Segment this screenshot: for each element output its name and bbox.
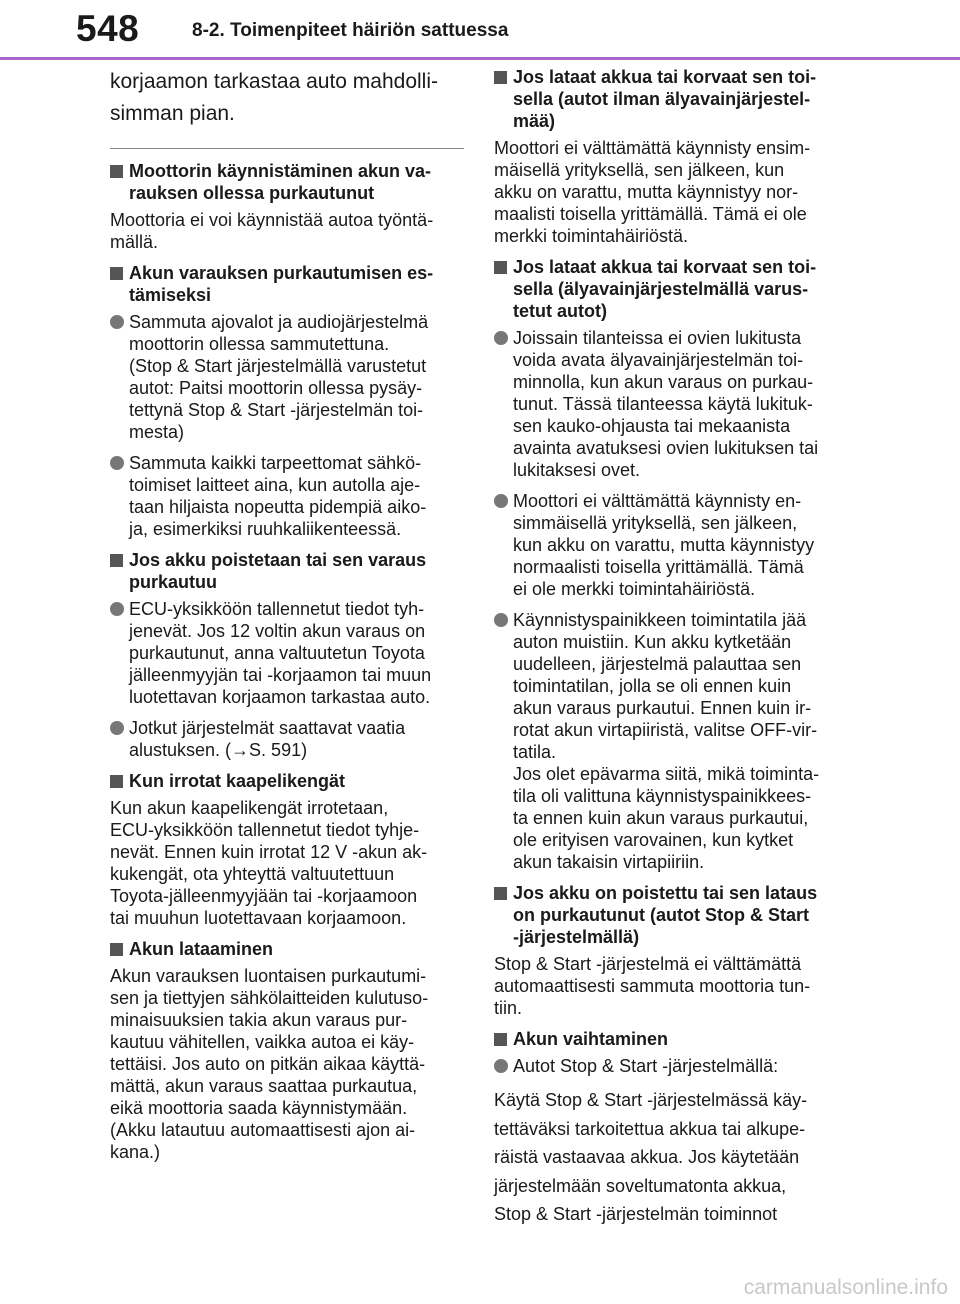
text-line: lukitaksesi ovet. xyxy=(513,460,641,480)
text-line: akku on varattu, mutta käynnistyy nor- xyxy=(494,182,799,202)
text-line: Jos olet epävarma siitä, mikä toiminta- xyxy=(513,764,820,784)
text-line: rauksen ollessa purkautunut xyxy=(129,183,375,203)
paragraph xyxy=(110,209,464,253)
text-line: ta ennen kuin akun varaus purkautui, xyxy=(513,808,809,828)
text-line: luotettavan korjaamon tarkastaa auto. xyxy=(129,687,431,707)
paragraph xyxy=(494,1086,852,1229)
text-line: -järjestelmällä) xyxy=(513,927,640,947)
square-bullet-icon xyxy=(494,261,507,274)
text-line: mää) xyxy=(513,111,556,131)
paragraph xyxy=(494,953,852,1019)
heading-prevent-discharge xyxy=(110,262,464,306)
left-column xyxy=(110,66,464,1172)
text-line: minaisuuksien takia akun varaus pur- xyxy=(110,1010,408,1030)
header-rule xyxy=(0,57,960,60)
text-line: kautuu vähitellen, vaikka autoa ei käy- xyxy=(110,1032,415,1052)
text-line: Autot Stop & Start -järjestelmällä: xyxy=(513,1056,779,1076)
text-line: automaattisesti sammuta moottoria tun- xyxy=(494,976,811,996)
text-line: Akun lataaminen xyxy=(129,939,274,959)
square-bullet-icon xyxy=(110,165,123,178)
text-line: purkautuu xyxy=(129,572,217,592)
text-line: tämiseksi xyxy=(129,285,212,305)
heading-stop-start xyxy=(494,882,852,948)
paragraph xyxy=(110,797,464,929)
text-line: toimintatilan, jolla se oli ennen kuin xyxy=(513,676,792,696)
text-line: nevät. Ennen kuin irrotat 12 V -akun ak- xyxy=(110,842,428,862)
text-line: Kun irrotat kaapelikengät xyxy=(129,771,346,791)
text-line: rotat akun virtapiiristä, valitse OFF-vir- xyxy=(513,720,818,740)
text-line: merkki toimintahäiriöstä. xyxy=(494,226,689,246)
text-line: sella (älyavainjärjestelmällä varus- xyxy=(513,279,809,299)
text-line: simman pian. xyxy=(110,102,235,125)
text-line: mesta) xyxy=(129,422,185,442)
text-line: sen kauko-ohjausta tai mekaanista xyxy=(513,416,791,436)
text-line: Sammuta ajovalot ja audiojärjestelmä xyxy=(129,312,429,332)
text-line: Akun varauksen luontaisen purkautumi- xyxy=(110,966,427,986)
text-line: mättä, akun varaus saattaa purkautua, xyxy=(110,1076,418,1096)
bullet-item xyxy=(494,490,852,600)
text-line: taan hiljaista nopeutta pidempiä aiko- xyxy=(129,497,427,517)
text-line: maalisti toisella yrittämällä. Tämä ei ole xyxy=(494,204,807,224)
square-bullet-icon xyxy=(494,1033,507,1046)
text-line: räistä vastaavaa akkua. Jos käytetään xyxy=(494,1147,800,1167)
text-line: tetut autot) xyxy=(513,301,607,321)
square-bullet-icon xyxy=(494,71,507,84)
heading-disconnect-terminals xyxy=(110,770,464,792)
text-line: (Akku latautuu automaattisesti ajon ai- xyxy=(110,1120,416,1140)
page-header xyxy=(0,0,960,60)
section-title: 8-2. Toimenpiteet häiriön sattuessa xyxy=(192,20,509,41)
text-line: sen ja tiettyjen sähkölaitteiden kulutuso- xyxy=(110,988,429,1008)
text-line: avainta avatuksesi ovien lukituksen tai xyxy=(513,438,819,458)
text-line: mäisellä yrityksellä, sen jälkeen, kun xyxy=(494,160,785,180)
round-bullet-icon xyxy=(110,602,124,616)
text-line: Sammuta kaikki tarpeettomat sähkö- xyxy=(129,453,422,473)
intro-text xyxy=(110,66,464,130)
bullet-item xyxy=(110,598,464,708)
text-line: Moottori ei välttämättä käynnisty ensim- xyxy=(494,138,811,158)
text-line: sella (autot ilman älyavainjärjestel- xyxy=(513,89,811,109)
text-line: uudelleen, järjestelmä palauttaa sen xyxy=(513,654,802,674)
text-line: akun varaus purkautui. Ennen kuin ir- xyxy=(513,698,812,718)
heading-charging-smart-key xyxy=(494,256,852,322)
text-line: jenevät. Jos 12 voltin akun varaus on xyxy=(129,621,426,641)
text-line: Kun akun kaapelikengät irrotetaan, xyxy=(110,798,389,818)
heading-engine-start xyxy=(110,160,464,204)
paragraph xyxy=(494,137,852,247)
heading-charging-no-smart-key xyxy=(494,66,852,132)
text-line: ECU-yksikköön tallennetut tiedot tyhje- xyxy=(110,820,420,840)
text-line: mällä. xyxy=(110,232,159,252)
text-line: Käynnistyspainikkeen toimintatila jää xyxy=(513,610,807,630)
text-line: eikä moottoria saada käynnistymään. xyxy=(110,1098,408,1118)
text-line: tila oli valittuna käynnistyspainikkees- xyxy=(513,786,812,806)
bullet-item xyxy=(494,327,852,481)
round-bullet-icon xyxy=(494,494,508,508)
round-bullet-icon xyxy=(110,721,124,735)
text-line: voida avata älyavainjärjestelmän toi- xyxy=(513,350,804,370)
text-line: ECU-yksikköön tallennetut tiedot tyh- xyxy=(129,599,425,619)
text-line: Akun varauksen purkautumisen es- xyxy=(129,263,434,283)
text-line: ole erityisen varovainen, kun kytket xyxy=(513,830,794,850)
text-line: Jos akku on poistettu tai sen lataus xyxy=(513,883,818,903)
text-line: akun takaisin virtapiiriin. xyxy=(513,852,705,872)
text-line: Jos lataat akkua tai korvaat sen toi- xyxy=(513,257,817,277)
text-line: normaalisti toisella yrittämällä. Tämä xyxy=(513,557,804,577)
right-column xyxy=(494,66,852,1229)
text-line: korjaamon tarkastaa auto mahdolli- xyxy=(110,70,439,93)
square-bullet-icon xyxy=(110,943,123,956)
text-line: tai muuhun luotettavaan korjaamoon. xyxy=(110,908,407,928)
text-line: Jos lataat akkua tai korvaat sen toi- xyxy=(513,67,817,87)
text-line: Akun vaihtaminen xyxy=(513,1029,669,1049)
square-bullet-icon xyxy=(110,267,123,280)
text-line: tunut. Tässä tilanteessa käytä lukituk- xyxy=(513,394,813,414)
round-bullet-icon xyxy=(110,456,124,470)
text-line: (Stop & Start järjestelmällä varustetut xyxy=(129,356,427,376)
text-line: minnolla, kun akun varaus on purkau- xyxy=(513,372,814,392)
text-line: Moottorin käynnistäminen akun va- xyxy=(129,161,432,181)
text-line: purkautunut, anna valtuutetun Toyota xyxy=(129,643,425,663)
text-line: simmäisellä yrityksellä, sen jälkeen, xyxy=(513,513,798,533)
round-bullet-icon xyxy=(494,613,508,627)
round-bullet-icon xyxy=(494,331,508,345)
text-line: ja, esimerkiksi ruuhkaliikenteessä. xyxy=(129,519,402,539)
text-line: Stop & Start -järjestelmän toiminnot xyxy=(494,1204,778,1224)
text-line: Stop & Start -järjestelmä ei välttämättä xyxy=(494,954,802,974)
text-line: järjestelmään soveltumatonta akkua, xyxy=(494,1175,787,1196)
text-line: tatila. xyxy=(513,742,557,762)
bullet-item xyxy=(110,452,464,540)
bullet-item xyxy=(110,311,464,443)
round-bullet-icon xyxy=(494,1059,508,1073)
text-line: Joissain tilanteissa ei ovien lukitusta xyxy=(513,328,802,348)
text-line: Moottoria ei voi käynnistää autoa työntä- xyxy=(110,210,434,230)
heading-charging xyxy=(110,938,464,960)
text-line: on purkautunut (autot Stop & Start xyxy=(513,905,809,925)
square-bullet-icon xyxy=(110,554,123,567)
page-number: 548 xyxy=(76,8,140,49)
text-line: moottorin ollessa sammutettuna. xyxy=(129,334,390,354)
text-line: tettäväksi tarkoitettua akkua tai alkupe- xyxy=(494,1118,806,1139)
text-line: kun akku on varattu, mutta käynnistyy xyxy=(513,535,815,555)
text-line: Toyota-jälleenmyyjään tai -korjaamoon xyxy=(110,886,418,906)
text-line: Jos akku poistetaan tai sen varaus xyxy=(129,550,427,570)
bullet-item xyxy=(494,609,852,873)
text-line: tiin. xyxy=(494,998,523,1018)
heading-battery-replacement xyxy=(494,1028,852,1050)
square-bullet-icon xyxy=(110,775,123,788)
paragraph xyxy=(110,965,464,1163)
watermark: carmanualsonline.info xyxy=(743,1276,948,1299)
square-bullet-icon xyxy=(494,887,507,900)
text-line: jälleenmyyjän tai -korjaamon tai muun xyxy=(129,665,432,685)
text-line: kana.) xyxy=(110,1142,161,1162)
bullet-item xyxy=(110,717,464,761)
text-line: kukengät, ota yhteyttä valtuutettuun xyxy=(110,864,395,884)
heading-battery-removed xyxy=(110,549,464,593)
text-line: Moottori ei välttämättä käynnisty en- xyxy=(513,491,802,511)
text-line: Käytä Stop & Start -järjestelmässä käy- xyxy=(494,1090,808,1110)
text-line: Jotkut järjestelmät saattavat vaatia xyxy=(129,718,406,738)
text-line: autot: Paitsi moottorin ollessa pysäy- xyxy=(129,378,423,398)
text-line: alustuksen. (→S. 591) xyxy=(129,740,308,760)
bullet-item xyxy=(494,1055,852,1077)
text-line: tettynä Stop & Start -järjestelmän toi- xyxy=(129,400,424,420)
divider xyxy=(110,148,464,149)
round-bullet-icon xyxy=(110,315,124,329)
text-line: ei ole merkki toimintahäiriöstä. xyxy=(513,579,756,599)
text-line: toimiset laitteet aina, kun autolla aje- xyxy=(129,475,421,495)
text-line: tettäisi. Jos auto on pitkän aikaa käyttä- xyxy=(110,1054,426,1074)
text-line: auton muistiin. Kun akku kytketään xyxy=(513,632,792,652)
